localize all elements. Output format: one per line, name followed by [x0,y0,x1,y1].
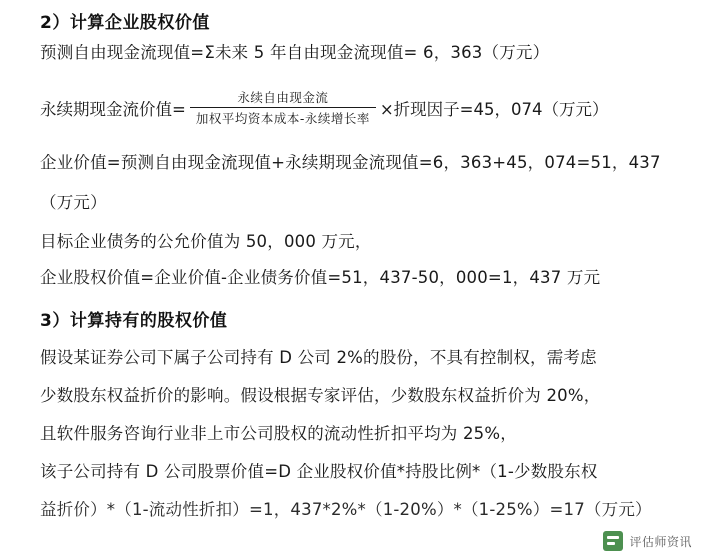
formula-numerator: 永续自由现金流 [237,90,329,105]
paragraph-enterprise-value-2: （万元） [40,193,107,212]
paragraph-debt-fair-value: 目标企业债务的公允价值为 50，000 万元， [40,232,372,251]
section-heading-2: 2）计算企业股权价值 [40,13,210,33]
perpetuity-formula [40,88,674,127]
leaf-logo-icon [603,531,623,551]
section-heading-3: 3）计算持有的股权价值 [40,311,228,331]
watermark [603,531,692,551]
paragraph-equity-value: 企业股权价值=企业价值-企业债务价值=51，437-50，000=1，437 万元 [40,268,601,287]
formula-tail: ×折现因子=45，074（万元） [379,99,609,119]
paragraph-assumption-3: 且软件服务咨询行业非上市公司股权的流动性折扣平均为 25%， [40,424,517,443]
formula-row [40,88,674,127]
paragraph-forecast-fcf: 预测自由现金流现值=Σ未来 5 年自由现金流现值= 6，363（万元） [40,43,550,62]
paragraph-assumption-1: 假设某证券公司下属子公司持有 D 公司 2%的股份，不具有控制权，需考虑 [40,348,597,367]
formula-label: 永续期现金流价值= [40,99,186,119]
paragraph-assumption-2: 少数股东权益折价的影响。假设根据专家评估，少数股东权益折价为 20%， [40,386,601,405]
paragraph-enterprise-value-1: 企业价值=预测自由现金流现值+永续期现金流现值=6，363+45，074=51，437 [40,153,661,172]
formula-fraction [190,88,376,127]
formula-denominator: 加权平均资本成本-永续增长率 [195,111,370,126]
paragraph-holding-value-1: 该子公司持有 D 公司股票价值=D 企业股权价值*持股比例*（1-少数股东权 [40,462,598,481]
paragraph-holding-value-2: 益折价）*（1-流动性折扣）=1，437*2%*（1-20%）*（1-25%）=17（万元） [40,500,652,519]
watermark-label: 评估师资讯 [629,534,692,549]
